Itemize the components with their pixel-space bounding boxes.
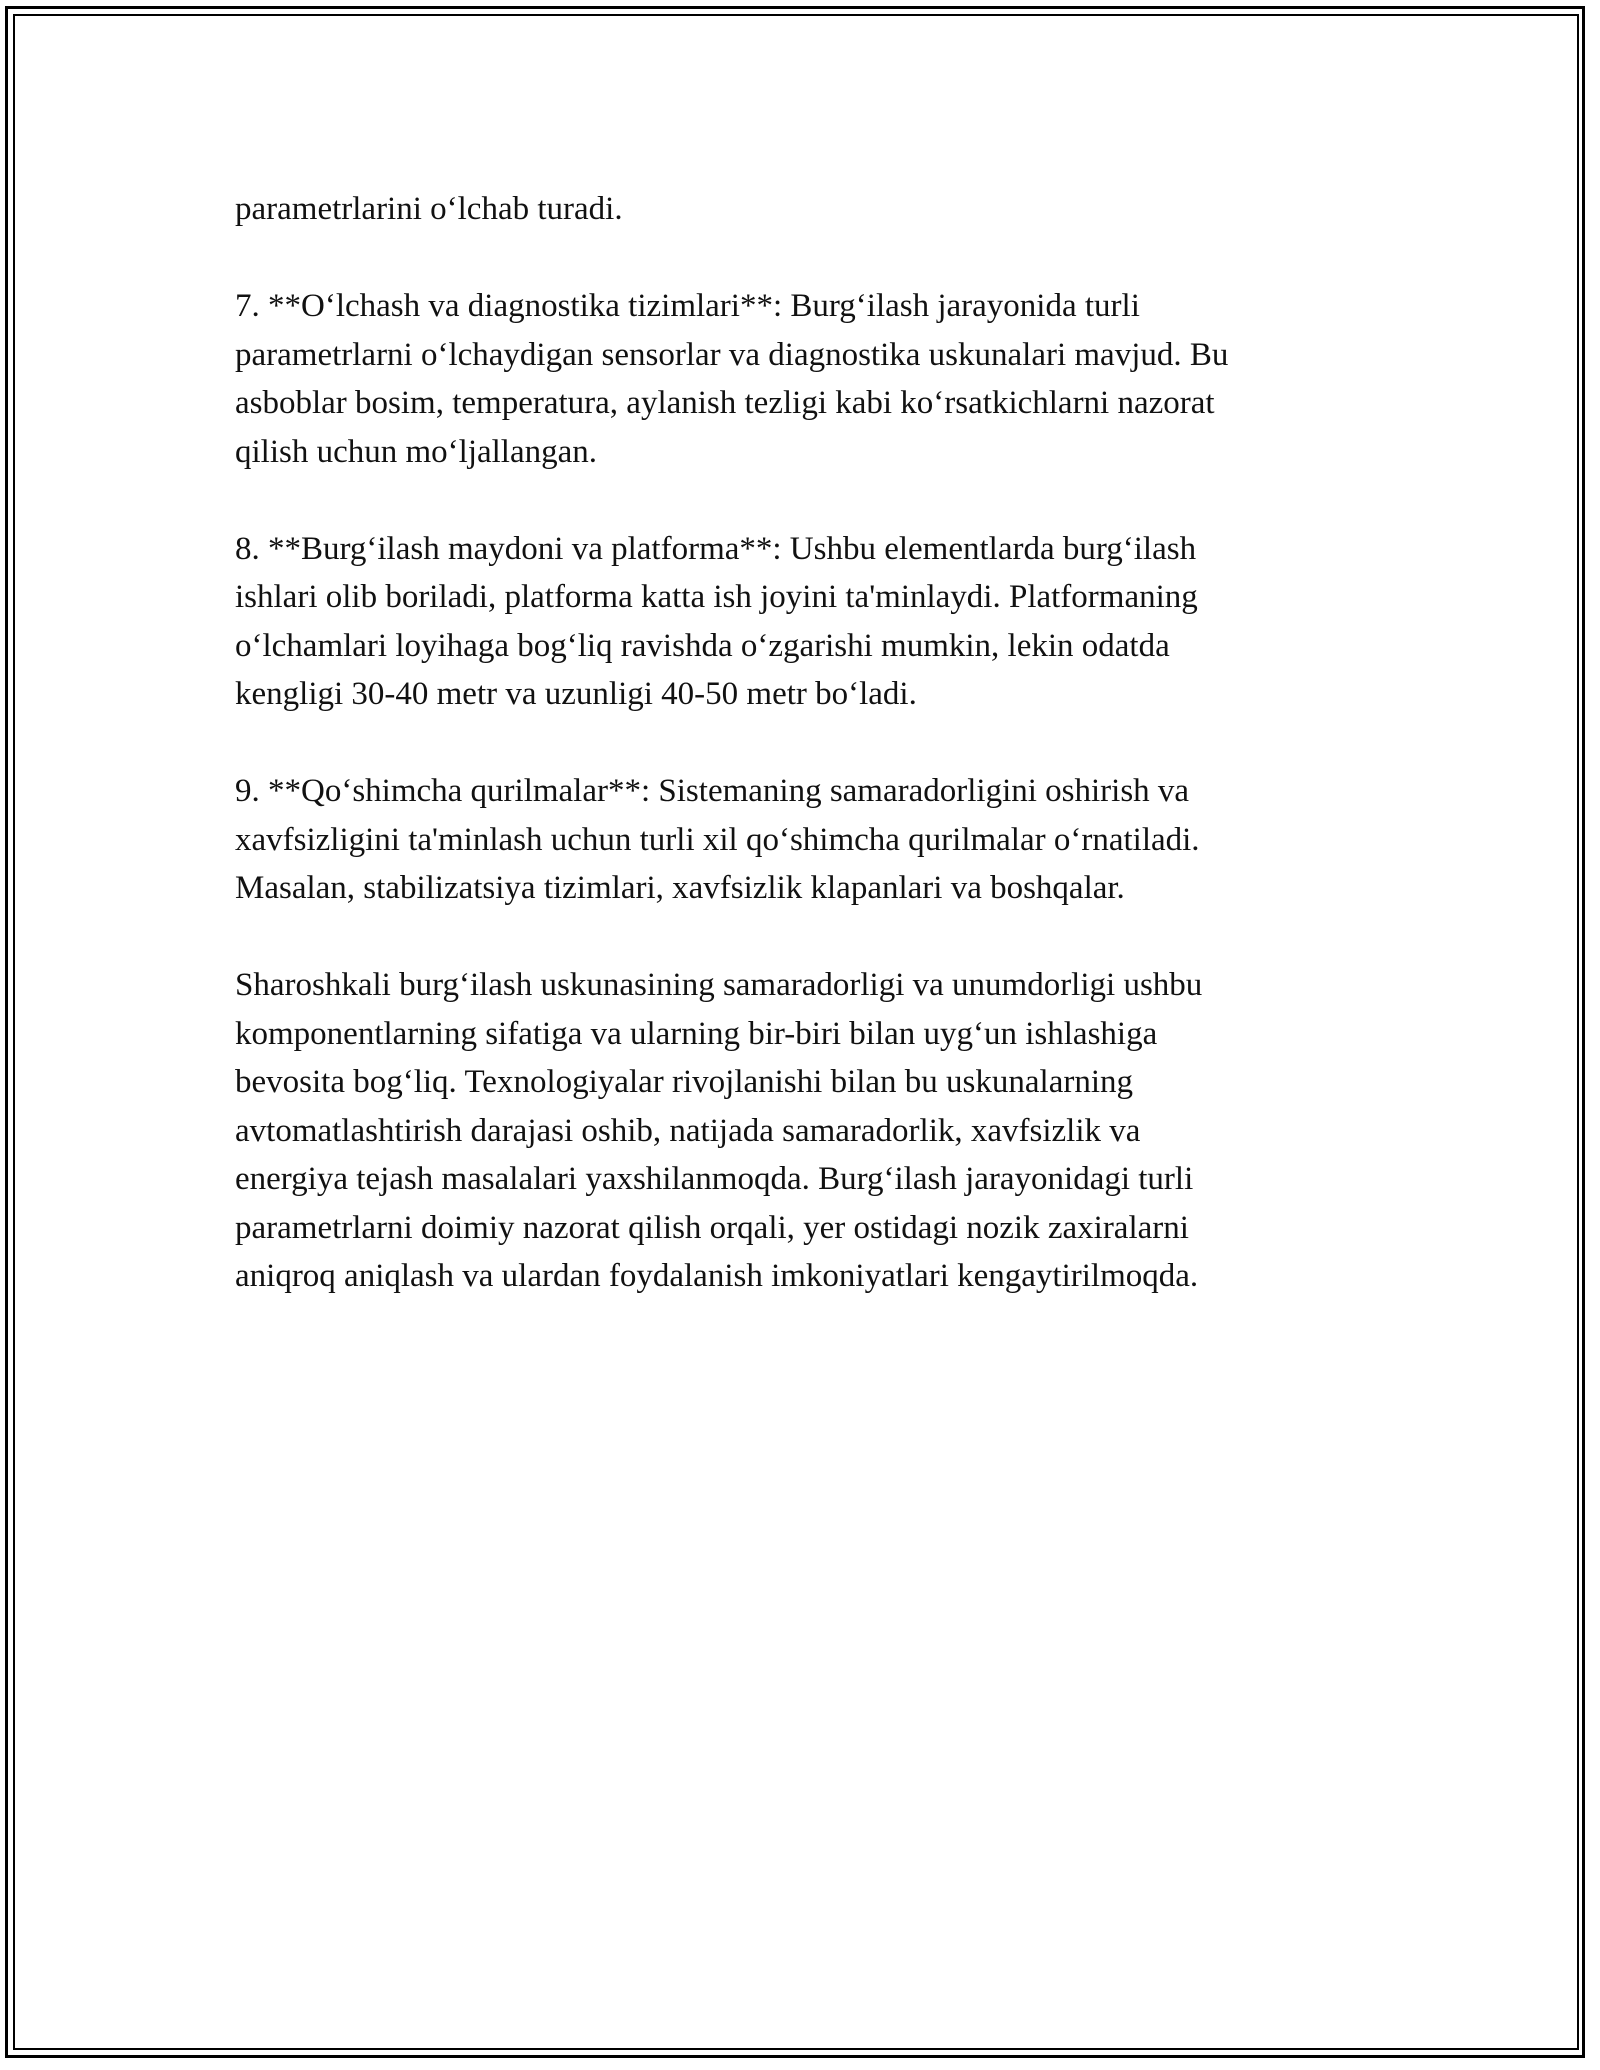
paragraph-item-9: 9. **Qo‘shimcha qurilmalar**: Sistemaning samaradorligini oshirish va xavfsizligini ta'minlash uchun turli xil qo‘shimcha qurilmalar o‘rnatiladi. Masalan, stabilizatsiya tizimlari, xavfsizlik klapanlari va boshqalar. — [235, 773, 1200, 906]
paragraph-conclusion: Sharoshkali burg‘ilash uskunasining samaradorligi va unumdorligi ushbu komponentlarning sifatiga va ularning bir-biri bilan uyg‘un ishlashiga bevosita bog‘liq. Texnologiyalar rivojlanishi bilan bu uskunalarning avtomatlashtirish darajasi oshib, natijada samaradorlik, xavfsizlik va energiya tejash masalalari yaxshilanmoqda. Burg‘ilash jarayonidagi turli parametrlarni doimiy nazorat qilish orqali, yer ostidagi nozik zaxiralarni aniqroq aniqlash va ulardan foydalanish imkoniyatlari kengaytirilmoqda. — [235, 967, 1203, 1294]
paragraph-continuation: parametrlarini o‘lchab turadi. — [235, 191, 623, 227]
paragraph-item-8: 8. **Burg‘ilash maydoni va platforma**: Ushbu elementlarda burg‘ilash ishlari olib boriladi, platforma katta ish joyini ta'minlaydi. Platformaning o‘lchamlari loyihaga bog‘liq ravishda o‘zgarishi mumkin, lekin odatda kengligi 30-40 metr va uzunligi 40-50 metr bo‘ladi. — [235, 530, 1198, 712]
document-body — [235, 185, 1365, 1349]
paragraph-item-7: 7. **O‘lchash va diagnostika tizimlari**: Burg‘ilash jarayonida turli parametrlarni o‘lchaydigan sensorlar va diagnostika uskunalari mavjud. Bu asboblar bosim, temperatura, aylanish tezligi kabi ko‘rsatkichlarni nazorat qilish uchun mo‘ljallangan. — [235, 288, 1229, 470]
